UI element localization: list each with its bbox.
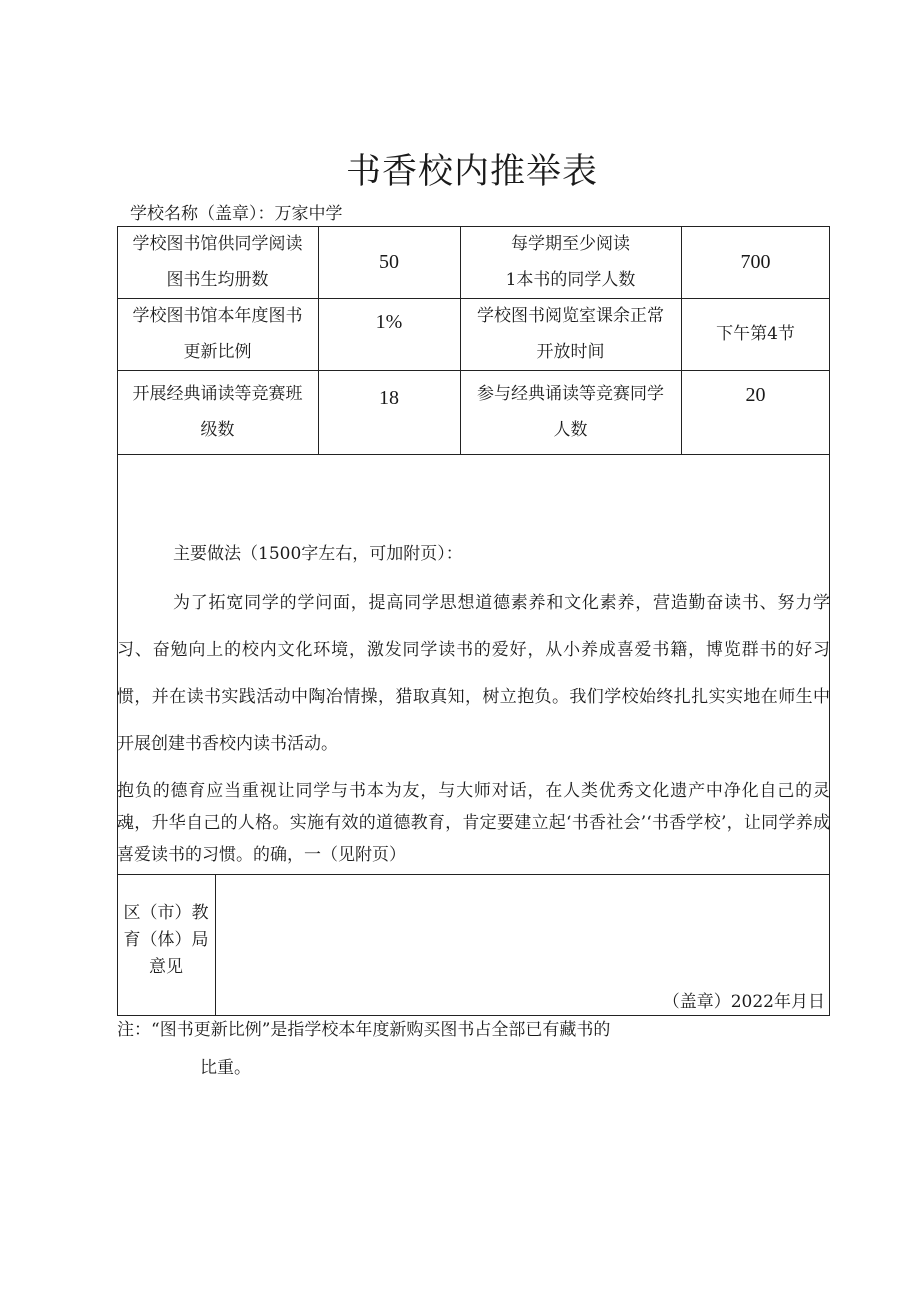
opinion-label: [117, 900, 215, 981]
cell-label-line: 开放时间: [536, 342, 605, 362]
table-label-cell: [117, 298, 318, 370]
cell-label-line: 开展经典诵读等竞赛班: [132, 384, 303, 404]
cell-label-line: 学校图书馆供同学阅读: [132, 234, 303, 254]
methods-paragraph: 为了拓宽同学的学问面，提高同学思想道德素养和文化素养，营造勤奋读书、努力学习、奋勉向上的校内文化环境，激发同学读书的爱好，从小养成喜爱书籍，博览群书的好习惯，并在读书实践活动中陶冶情操，猎取真知，树立抱负。我们学校始终扎扎实实地在师生中开展创建书香校内读书活动。: [117, 593, 830, 754]
stamp-date: （盖章）2022年月日: [662, 992, 825, 1012]
cell-label-line: 每学期至少阅读: [511, 234, 630, 254]
page-title: 书香校内推举表: [345, 152, 598, 192]
table-label-cell: [460, 298, 681, 370]
cell-label-line: 学校图书馆本年度图书: [132, 306, 303, 326]
cell-value: 50: [379, 251, 399, 273]
table-label-cell: [460, 370, 681, 454]
cell-value: 18: [379, 387, 399, 409]
footnote: 注：“图书更新比例”是指学校本年度新购买图书占全部已有藏书的: [117, 1020, 611, 1040]
table-label-cell: [117, 226, 318, 298]
column-divider: [215, 874, 216, 1016]
table-value-cell: [318, 298, 460, 346]
cell-label-line: 更新比例: [183, 342, 252, 362]
row-divider: [117, 874, 830, 875]
cell-label-line: 参与经典诵读等竞赛同学: [477, 384, 664, 404]
table-value-cell: [318, 370, 460, 426]
footnote-continuation: 比重。: [200, 1058, 251, 1078]
cell-label-line: 学校图书阅览室课余正常: [477, 306, 664, 326]
school-name-line: 学校名称（盖章）：万家中学: [130, 204, 343, 224]
cell-value: 下午第4节: [716, 324, 795, 344]
cell-label-line: 图书生均册数: [166, 270, 269, 290]
cell-label-line: 1本书的同学人数: [505, 270, 636, 290]
cell-value: 700: [740, 251, 771, 273]
opinion-label-line: 区（市）教: [123, 903, 209, 923]
methods-paragraph: 抱负的德育应当重视让同学与书本为友，与大师对话，在人类优秀文化遗产中净化自己的灵魂，升华自己的人格。实施有效的道德教育，肯定要建立起‘书香社会’‘书香学校’，让同学养成喜爱读书的习惯。的确，一（见附页）: [117, 781, 830, 865]
cell-value: 1%: [375, 311, 403, 333]
table-value-cell: [681, 298, 830, 370]
cell-label-line: 人数: [553, 420, 588, 440]
methods-label: 主要做法（1500字左右，可加附页）：: [173, 544, 463, 564]
table-value-cell: [681, 226, 830, 298]
cell-value: 20: [745, 384, 766, 406]
table-value-cell: [681, 370, 830, 420]
cell-label-line: 级数: [200, 420, 235, 440]
table-value-cell: [318, 226, 460, 298]
row-divider: [117, 454, 830, 455]
table-label-cell: [117, 370, 318, 454]
opinion-label-line: 育（体）局: [123, 930, 209, 950]
table-label-cell: [460, 226, 681, 298]
opinion-label-line: 意见: [149, 957, 183, 977]
